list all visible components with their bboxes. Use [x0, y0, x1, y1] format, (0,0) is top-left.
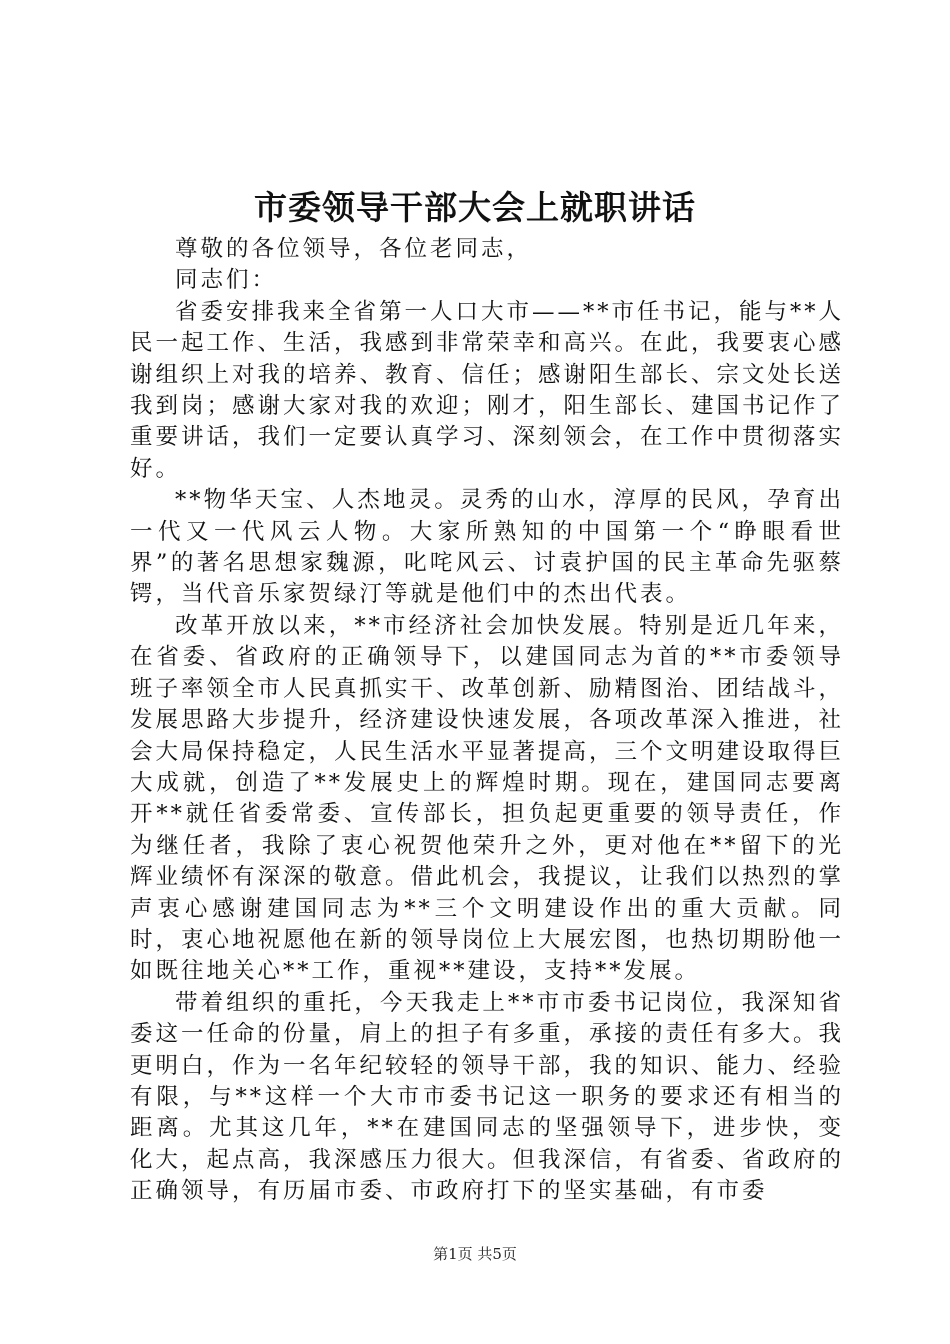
body-paragraph: 省委安排我来全省第一人口大市——**市任书记，能与**人民一起工作、生活，我感到非常荣幸和高兴。在此，我要衷心感谢组织上对我的培养、教育、信任；感谢阳生部长、宗文处长送我到岗；感谢大家对我的欢迎；刚才，阳生部长、建国书记作了重要讲话，我们一定要认真学习、深刻领会，在工作中贯彻落实好。 — [130, 298, 845, 482]
document-title: 市委领导干部大会上就职讲话 — [254, 188, 696, 227]
page-number-footer: 第1页 共5页 — [433, 1245, 517, 1263]
salutation-line: 尊敬的各位领导，各位老同志， — [175, 236, 533, 262]
document-body — [130, 234, 844, 1208]
body-paragraph: 带着组织的重托，今天我走上**市市委书记岗位，我深知省委这一任命的份量，肩上的担子有多重，承接的责任有多大。我更明白，作为一名年纪较轻的领导干部，我的知识、能力、经验有限，与**这样一个大市市委书记这一职务的要求还有相当的距离。尤其这几年，**在建国同志的坚强领导下，进步快，变化大，起点高，我深感压力很大。但我深信，有省委、省政府的正确领导，有历届市委、市政府打下的坚实基础，有市委 — [130, 989, 845, 1205]
salutation-line: 同志们： — [175, 267, 278, 294]
body-paragraph: 改革开放以来，**市经济社会加快发展。特别是近几年来，在省委、省政府的正确领导下，以建国同志为首的**市委领导班子率领全市人民真抓实干、改革创新、励精图治、团结战斗，发展思路大步提升，经济建设快速发展，各项改革深入推进，社会大局保持稳定，人民生活水平显著提高，三个文明建设取得巨大成就，创造了**发展史上的辉煌时期。现在，建国同志要离开**就任省委常委、宣传部长，担负起更重要的领导责任，作为继任者，我除了衷心祝贺他荣升之外，更对他在**留下的光辉业绩怀有深深的敬意。借此机会，我提议，让我们以热烈的掌声衷心感谢建国同志为**三个文明建设作出的重大贡献。同时，衷心地祝愿他在新的领导岗位上大展宏图，也热切期盼他一如既往地关心**工作，重视**建设，支持**发展。 — [130, 612, 845, 985]
body-paragraph: **物华天宝、人杰地灵。灵秀的山水，淳厚的民风，孕育出一代又一代风云人物。大家所熟知的中国第一个“睁眼看世界”的著名思想家魏源，叱咤风云、讨袁护国的民主革命先驱蔡锷，当代音乐家贺绿汀等就是他们中的杰出代表。 — [130, 487, 844, 608]
